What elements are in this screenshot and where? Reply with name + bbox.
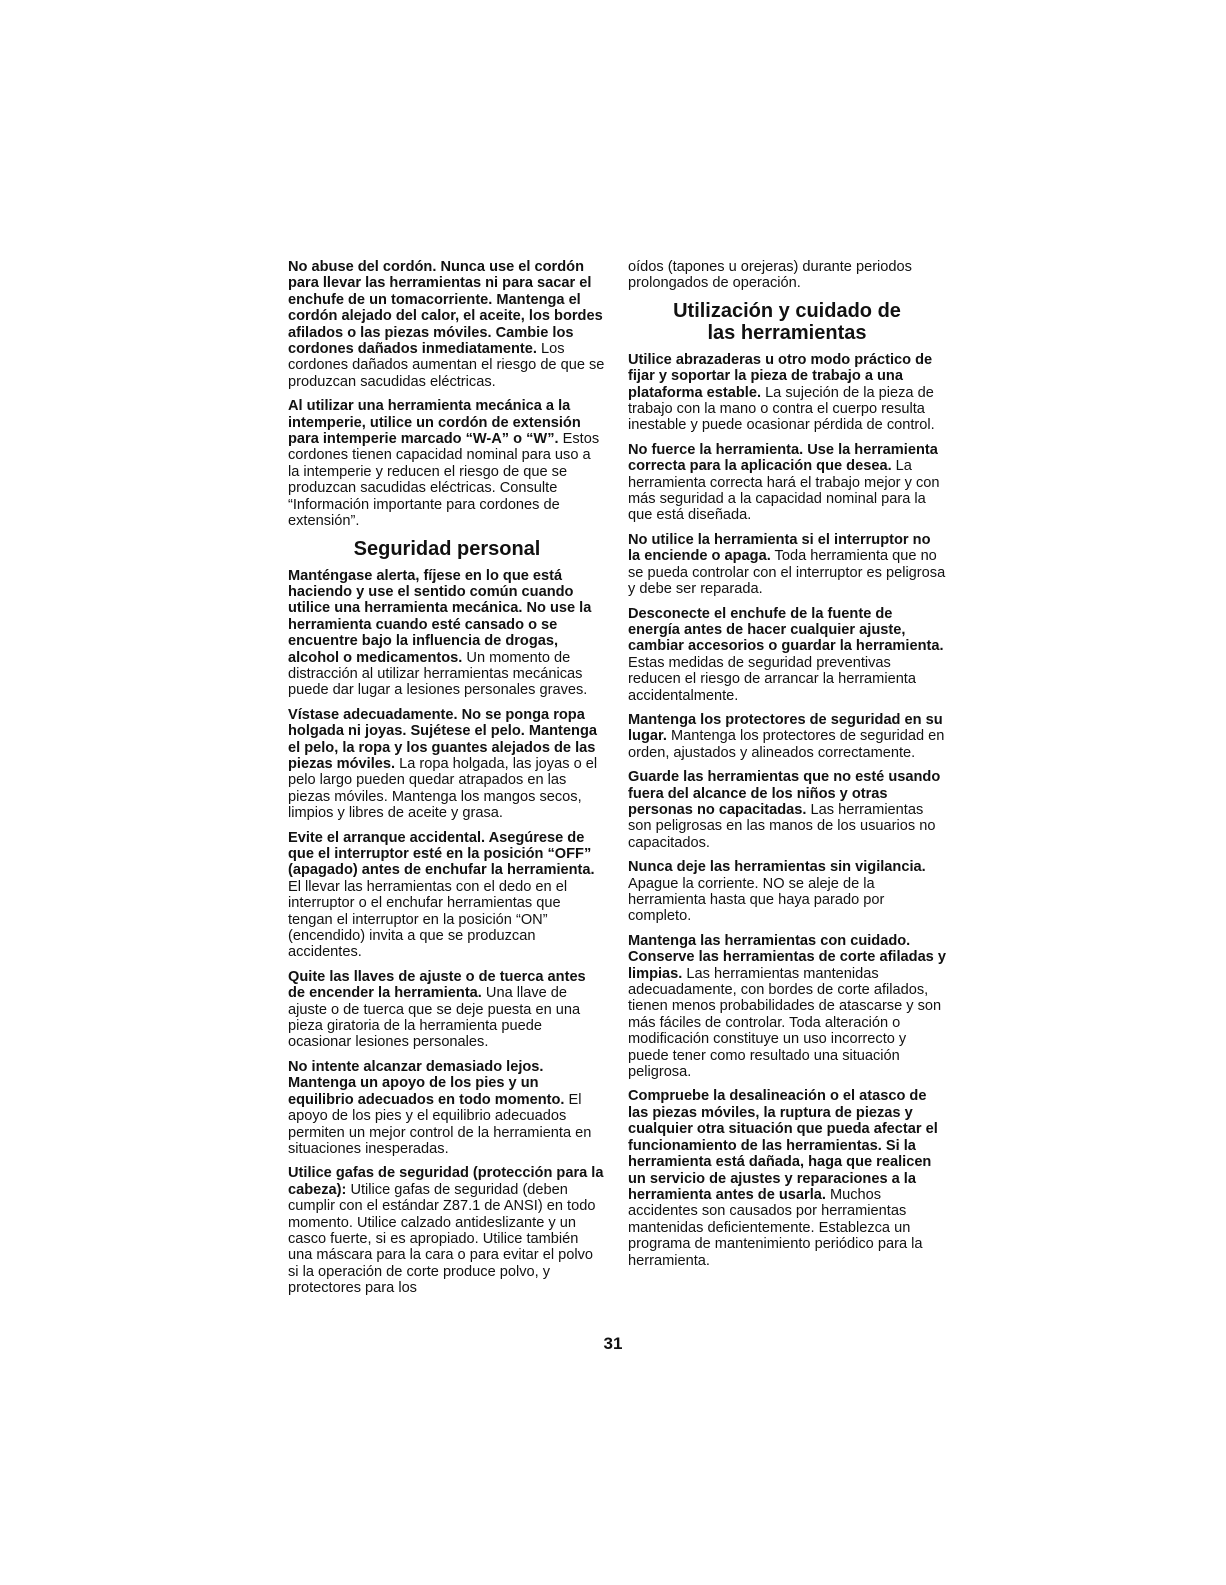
paragraph-footing xyxy=(288,1059,606,1157)
paragraph-body: Toda herramienta que no se pueda controlar con el interruptor es peligrosa y debe ser reparada. xyxy=(628,548,946,598)
section-title-line: Utilización y cuidado de xyxy=(673,299,901,322)
paragraph-body: Utilice gafas de seguridad (deben cumplir con el estándar Z87.1 de ANSI) en todo momento. Utilice calzado antideslizante y un casco fuerte, si es apropiado. Utilice también una máscara para la cara o para evitar el polvo si la operación de corte produce polvo, y protectores para los xyxy=(288,1181,596,1297)
paragraph-heading: Mantenga los protectores de seguridad en su lugar. xyxy=(628,711,943,745)
paragraph-body: oídos (tapones u orejeras) durante periodos prolongados de operación. xyxy=(628,259,912,292)
paragraph-heading: Manténgase alerta, fíjese en lo que está haciendo y use el sentido común cuando utilice una herramienta mecánica. No use la herramienta cuando esté cansado o se encuentre bajo la influencia de drogas, alcohol o medicamentos. xyxy=(288,567,592,666)
paragraph-heading: Mantenga las herramientas con cuidado. Conserve las herramientas de corte afiladas y limpias. xyxy=(628,932,946,982)
paragraph-heading: Nunca deje las herramientas sin vigilancia. xyxy=(628,859,926,876)
paragraph-heading: Vístase adecuadamente. No se ponga ropa holgada ni joyas. Sujétese el pelo. Mantenga el pelo, la ropa y los guantes alejados de las piezas móviles. xyxy=(288,706,597,772)
paragraph-store-tools xyxy=(628,769,946,851)
paragraph-body: Los cordones dañados aumentan el riesgo de que se produzcan sacudidas eléctricas. xyxy=(288,341,605,390)
paragraph-heading: No abuse del cordón. Nunca use el cordón para llevar las herramientas ni para sacar el enchufe de un tomacorriente. Mantenga el cordón alejado del calor, el aceite, los bordes afilados o las piezas móviles. Cambie los cordones dañados inmediatamente. xyxy=(288,259,603,358)
right-column xyxy=(628,259,946,1277)
paragraph-body: Una llave de ajuste o de tuerca que se deje puesta en una pieza giratoria de la herramienta puede ocasionar lesiones personales. xyxy=(288,985,581,1051)
paragraph-body: Estos cordones tienen capacidad nominal para uso a la intemperie y reducen el riesgo de que se produzcan sacudidas eléctricas. Consulte “Información importante para cordones de extensión”. xyxy=(288,431,600,530)
page-number: 31 xyxy=(603,1334,623,1353)
paragraph-heading: Quite las llaves de ajuste o de tuerca antes de encender la herramienta. xyxy=(288,968,586,1002)
paragraph-heading: Evite el arranque accidental. Asegúrese de que el interruptor esté en la posición “OFF” (apagado) antes de enchufar la herramienta. xyxy=(288,829,595,879)
paragraph-heading: No utilice la herramienta si el interruptor no la enciende o apaga. xyxy=(628,531,931,565)
paragraph-body: Las herramientas mantenidas adecuadamente, con bordes de corte afilados, tienen menos probabilidades de atascarse y son más fáciles de controlar. Toda alteración o modificación constituye un uso incorrecto y puede tener como resultado una situación peligrosa. xyxy=(628,965,942,1081)
left-column xyxy=(288,259,606,1305)
paragraph-guards xyxy=(628,712,946,761)
paragraph-body: El apoyo de los pies y el equilibrio adecuados permiten un mejor control de la herramienta en situaciones inesperadas. xyxy=(288,1091,592,1157)
paragraph-heading: Utilice gafas de seguridad (protección para la cabeza): xyxy=(288,1165,604,1198)
paragraph-disconnect xyxy=(628,606,946,704)
paragraph-heading: No intente alcanzar demasiado lejos. Mantenga un apoyo de los pies y un equilibrio adecuados en todo momento. xyxy=(288,1058,565,1108)
paragraph-stay-alert xyxy=(288,568,606,699)
paragraph-body: Apague la corriente. NO se aleje de la herramienta hasta que haya parado por completo. xyxy=(628,875,885,925)
paragraph-body: La herramienta correcta hará el trabajo mejor y con más seguridad a la capacidad nominal para la que está diseñada. xyxy=(628,458,940,524)
paragraph-heading: Al utilizar una herramienta mecánica a la intemperie, utilice un cordón de extensión para intemperie marcado “W-A” o “W”. xyxy=(288,398,581,448)
paragraph-heading: Compruebe la desalineación o el atasco de las piezas móviles, la ruptura de piezas y cualquier otra situación que pueda afectar el funcionamiento de las herramientas. Si la herramienta está dañada, haga que realicen un servicio de ajustes y reparaciones a la herramienta antes de usarla. xyxy=(628,1088,938,1203)
paragraph-maintain-tools xyxy=(628,933,946,1081)
paragraph-outdoor-cord xyxy=(288,398,606,529)
paragraph-cord-care xyxy=(288,259,606,390)
paragraph-body: Un momento de distracción al utilizar herramientas mecánicas puede dar lugar a lesiones personales graves. xyxy=(288,649,588,699)
paragraph-never-unattended xyxy=(628,859,946,925)
paragraph-check-alignment xyxy=(628,1088,946,1268)
paragraph-remove-keys xyxy=(288,969,606,1051)
paragraph-body: Las herramientas son peligrosas en las manos de los usuarios no capacitados. xyxy=(628,801,936,851)
paragraph-dress-properly xyxy=(288,707,606,822)
section-title-personal-safety: Seguridad personal xyxy=(353,537,541,560)
paragraph-body: Mantenga los protectores de seguridad en orden, ajustados y alineados correctamente. xyxy=(628,728,945,761)
section-title-tool-use xyxy=(628,300,946,344)
paragraph-clamps xyxy=(628,352,946,434)
paragraph-body: La sujeción de la pieza de trabajo con la mano o contra el cuerpo resulta inestable y puede ocasionar pérdida de control. xyxy=(628,384,935,434)
paragraph-hearing-continued xyxy=(628,259,946,292)
paragraph-heading: Guarde las herramientas que no esté usando fuera del alcance de los niños y otras personas no capacitadas. xyxy=(628,769,941,818)
section-title-line: las herramientas xyxy=(707,321,867,344)
paragraph-accidental-start xyxy=(288,830,606,961)
paragraph-body: La ropa holgada, las joyas o el pelo largo pueden quedar atrapados en las piezas móviles. Mantenga los mangos secos, limpios y libres de aceite y grasa. xyxy=(288,755,598,822)
paragraph-switch xyxy=(628,532,946,598)
paragraph-heading: No fuerce la herramienta. Use la herramienta correcta para la aplicación que desea. xyxy=(628,441,938,475)
paragraph-heading: Desconecte el enchufe de la fuente de energía antes de hacer cualquier ajuste, cambiar accesorios o guardar la herramienta. xyxy=(628,605,944,655)
paragraph-body: Muchos accidentes son causados por herramientas mantenidas deficientemente. Establezca un programa de mantenimiento periódico para la herramienta. xyxy=(628,1186,923,1269)
paragraph-do-not-force xyxy=(628,442,946,524)
paragraph-safety-glasses xyxy=(288,1165,606,1296)
paragraph-body: Estas medidas de seguridad preventivas reducen el riesgo de arrancar la herramienta accidentalmente. xyxy=(628,654,916,704)
paragraph-body: El llevar las herramientas con el dedo en el interruptor o el enchufar herramientas que tengan el interruptor en la posición “ON” (encendido) invita a que se produzcan accidentes. xyxy=(288,878,568,961)
paragraph-heading: Utilice abrazaderas u otro modo práctico de fijar y soportar la pieza de trabajo a una plataforma estable. xyxy=(628,351,933,401)
